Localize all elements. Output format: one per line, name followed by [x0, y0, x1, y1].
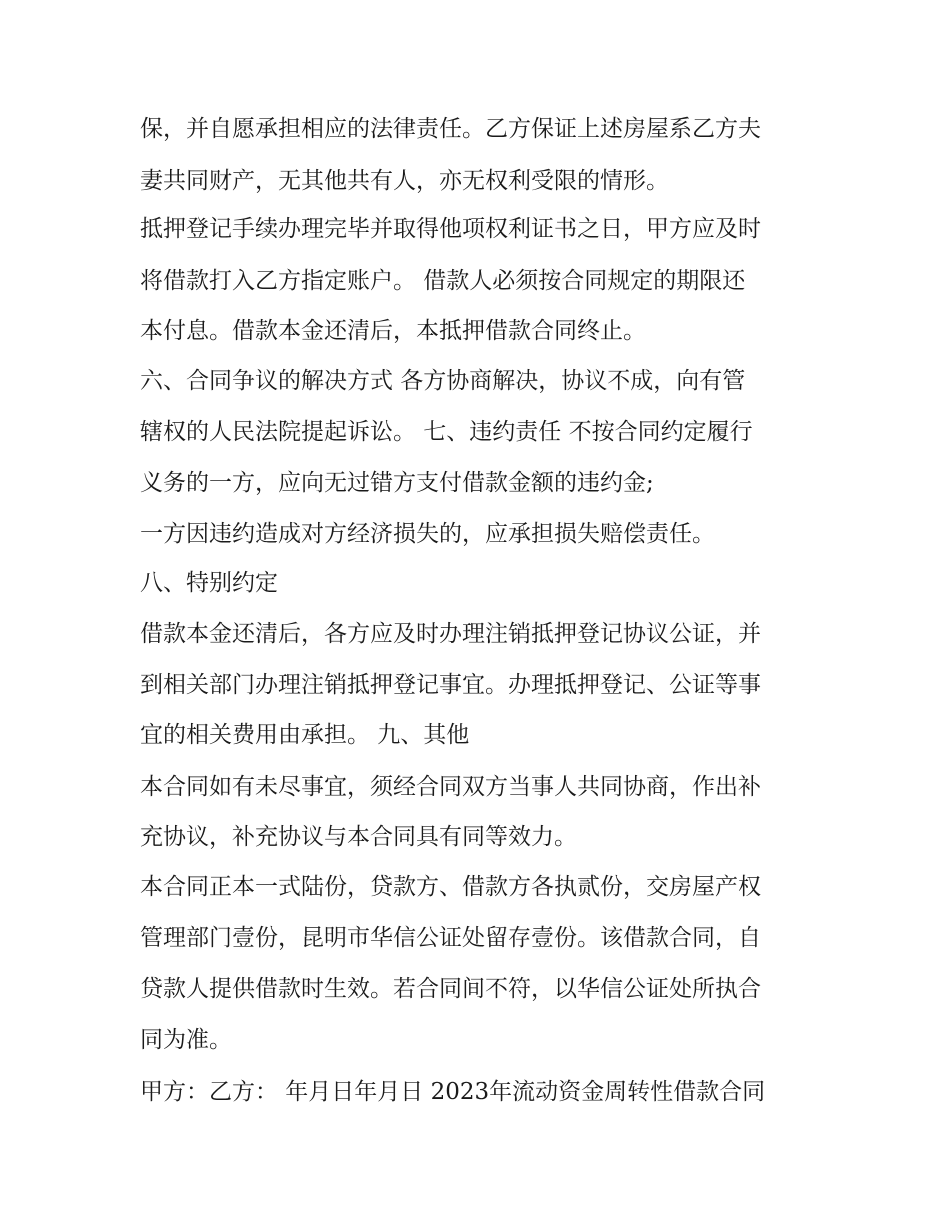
text-line: 本合同正本一式陆份，贷款方、借款方各执贰份，交房屋产权: [140, 874, 761, 900]
section-heading: 八、特别约定: [140, 570, 278, 596]
text-line: 同为准。: [140, 1027, 232, 1053]
text-line: 义务的一方，应向无过错方支付借款金额的违约金;: [140, 470, 654, 496]
text-line: 六、合同争议的解决方式 各方协商解决，协议不成，向有管: [140, 368, 746, 394]
text-line: 管理部门壹份，昆明市华信公证处留存壹份。该借款合同，自: [140, 925, 761, 951]
text-line: 借款本金还清后，各方应及时办理注销抵押登记协议公证，并: [140, 621, 761, 647]
text-line: 一方因违约造成对方经济损失的，应承担损失赔偿责任。: [140, 521, 715, 547]
text-line: 抵押登记手续办理完毕并取得他项权利证书之日，甲方应及时: [140, 216, 761, 242]
text-line: 妻共同财产，无其他共有人，亦无权利受限的情形。: [140, 168, 669, 194]
text-line: 本合同如有未尽事宜，须经合同双方当事人共同协商，作出补: [140, 774, 761, 800]
text-line: 将借款打入乙方指定账户。 借款人必须按合同规定的期限还: [140, 268, 746, 294]
text-line: 本付息。借款本金还清后，本抵押借款合同终止。: [140, 318, 646, 344]
text-line: 贷款人提供借款时生效。若合同间不符，以华信公证处所执合: [140, 976, 761, 1002]
text-line: 宜的相关费用由承担。 九、其他: [140, 722, 470, 748]
text-line: 辖权的人民法院提起诉讼。 七、违约责任 不按合同约定履行: [140, 419, 753, 445]
text-line: 到相关部门办理注销抵押登记事宜。办理抵押登记、公证等事: [140, 672, 761, 698]
text-line: 保，并自愿承担相应的法律责任。乙方保证上述房屋系乙方夫: [140, 116, 761, 142]
text-line: 充协议，补充协议与本合同具有同等效力。: [140, 824, 577, 850]
signature-line: 甲方：乙方： 年月日年月日 2023年流动资金周转性借款合同: [140, 1079, 766, 1105]
